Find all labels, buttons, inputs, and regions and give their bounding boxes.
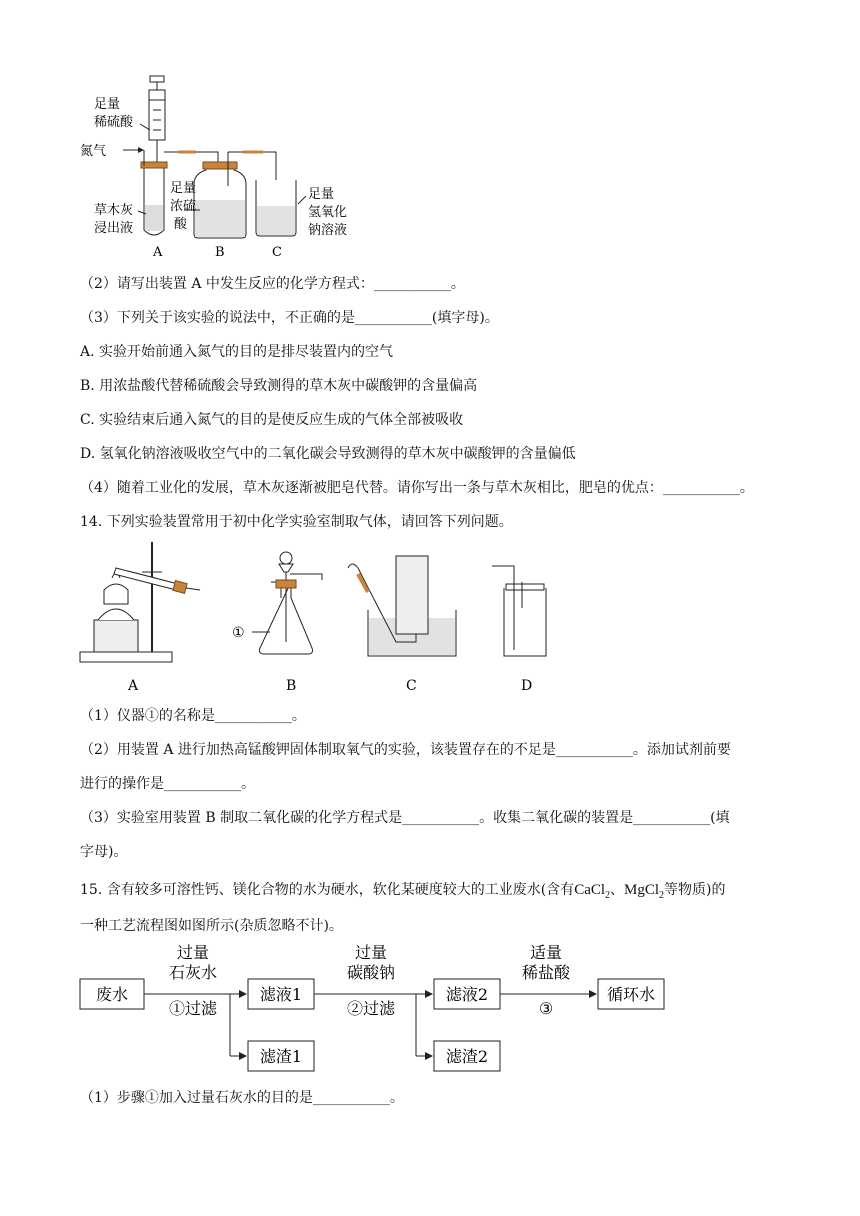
- box-recycled-water: 循环水: [606, 985, 656, 1004]
- box-residue-2: 滤渣2: [445, 1047, 489, 1066]
- label-dilute-acid-2: 稀硫酸: [94, 115, 134, 130]
- q15-title-line2: 一种工艺流程图如图所示(杂质忽略不计)。: [80, 918, 343, 934]
- q13-part2: （2）请写出装置 A 中发生反应的化学方程式：___________。: [80, 276, 465, 292]
- fig2-letter-b: B: [286, 678, 297, 694]
- q15-title-b: 等物质)的: [664, 882, 726, 898]
- formula-mgcl2: MgCl$_2$: [624, 882, 665, 901]
- label-naoh-3: 钠溶液: [308, 223, 348, 238]
- q14-title: 14. 下列实验装置常用于初中化学实验室制取气体，请回答下列问题。: [80, 514, 513, 530]
- apparatus-figure-2: [76, 538, 556, 700]
- step1-top-1: 过量: [176, 944, 210, 962]
- q15-title-line1: 15. 含有较多可溶性钙、镁化合物的水为硬水，软化某硬度较大的工业废水(含有CaCl$_2$、MgCl$_2$等物质)的: [80, 882, 726, 901]
- box-filtrate-1: 滤液1: [259, 985, 303, 1004]
- label-conc-acid-3: 酸: [174, 217, 188, 232]
- process-flowchart: [78, 944, 678, 1078]
- fig2-letter-c: C: [406, 678, 417, 694]
- step3-top-2: 稀盐酸: [521, 963, 571, 982]
- apparatus-figure-1: [78, 70, 378, 262]
- q15-title-a: 15. 含有较多可溶性钙、镁化合物的水为硬水，软化某硬度较大的工业废水(含有: [80, 882, 575, 898]
- step1-top-2: 石灰水: [168, 963, 218, 982]
- letter-b: B: [215, 245, 225, 260]
- q14-part2b: 进行的操作是___________。: [80, 776, 255, 792]
- letter-c: C: [272, 245, 282, 260]
- q13-option-a: A. 实验开始前通入氮气的目的是排尽装置内的空气: [80, 344, 394, 360]
- q13-part4: （4）随着工业化的发展，草木灰逐渐被肥皂代替。请你写出一条与草木灰相比，肥皂的优点：___________。: [80, 480, 754, 496]
- box-waste-water: 废水: [95, 985, 129, 1004]
- label-nitrogen: 氮气: [80, 144, 107, 159]
- step1-bottom: ①过滤: [168, 999, 218, 1018]
- q14-part1: （1）仪器①的名称是___________。: [80, 708, 306, 724]
- label-naoh-2: 氢氧化: [308, 205, 348, 220]
- step2-bottom: ②过滤: [346, 999, 396, 1018]
- step2-top-1: 过量: [354, 944, 388, 962]
- step2-top-2: 碳酸钠: [346, 963, 396, 982]
- q14-part3a: （3）实验室用装置 B 制取二氧化碳的化学方程式是___________。收集二氧化碳的装置是___________(填: [80, 810, 730, 826]
- q13-option-b: B. 用浓盐酸代替稀硫酸会导致测得的草木灰中碳酸钾的含量偏高: [80, 378, 478, 394]
- step3-bottom: ③: [538, 999, 554, 1018]
- box-residue-1: 滤渣1: [259, 1047, 303, 1066]
- q14-part2a: （2）用装置 A 进行加热高锰酸钾固体制取氧气的实验，该装置存在的不足是___________。添加试剂前要: [80, 742, 731, 758]
- step3-top-1: 适量: [529, 944, 563, 962]
- fig2-letter-a: A: [128, 678, 139, 694]
- q13-option-d: D. 氢氧化钠溶液吸收空气中的二氧化碳会导致测得的草木灰中碳酸钾的含量偏低: [80, 446, 576, 462]
- q14-part3b: 字母)。: [80, 844, 128, 860]
- label-conc-acid-1: 足量: [170, 181, 197, 196]
- letter-a: A: [153, 245, 163, 260]
- label-conc-acid-2: 浓硫: [170, 199, 197, 214]
- q13-part3: （3）下列关于该实验的说法中，不正确的是___________(填字母)。: [80, 310, 499, 326]
- label-naoh-1: 足量: [308, 187, 335, 202]
- formula-cacl2: CaCl$_2$: [574, 882, 611, 901]
- box-filtrate-2: 滤液2: [445, 985, 489, 1004]
- q15-part1: （1）步骤①加入过量石灰水的目的是___________。: [80, 1090, 404, 1106]
- q13-option-c: C. 实验结束后通入氮气的目的是使反应生成的气体全部被吸收: [80, 412, 464, 428]
- label-ash-2: 浸出液: [94, 221, 134, 236]
- instrument-circle-1: ①: [232, 625, 245, 641]
- fig2-letter-d: D: [521, 678, 533, 694]
- label-ash-1: 草木灰: [94, 203, 134, 218]
- label-dilute-acid-1: 足量: [94, 97, 121, 112]
